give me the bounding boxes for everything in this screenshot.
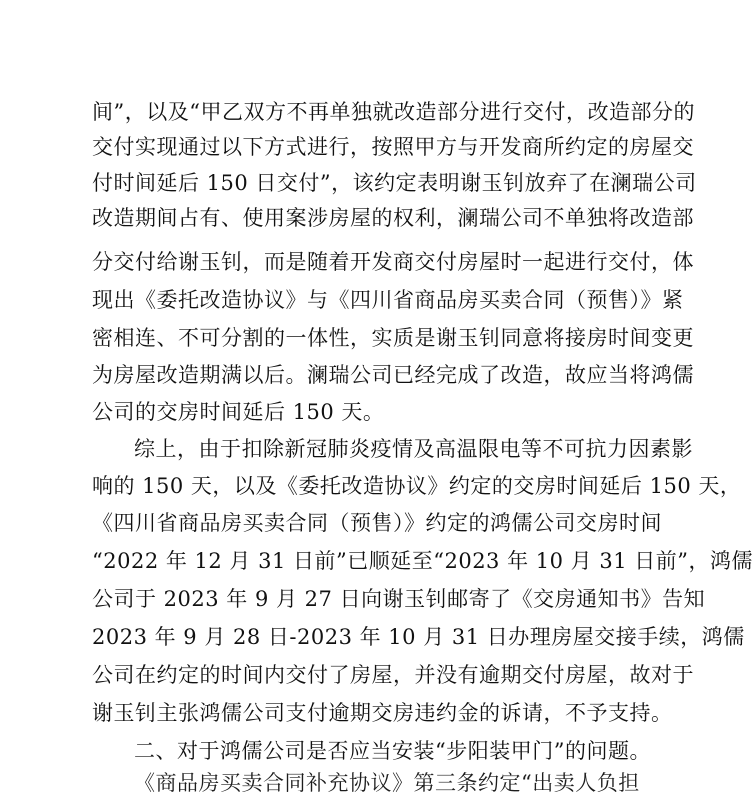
text-line: 响的 150 天，以及《委托改造协议》约定的交房时间延后 150 天， (92, 474, 742, 498)
text-line: 2023 年 9 月 28 日-2023 年 10 月 31 日办理房屋交接手续，鸿儒 (92, 625, 745, 649)
text-line: 谢玉钊主张鸿儒公司支付逾期交房违约金的诉请，不予支持。 (92, 701, 673, 725)
text-line: 公司于 2023 年 9 月 27 日向谢玉钊邮寄了《交房通知书》告知 (92, 587, 706, 611)
text-line: 分交付给谢玉钊，而是随着开发商交付房屋时一起进行交付，体 (92, 250, 694, 274)
text-line: 公司的交房时间延后 150 天。 (92, 400, 385, 424)
text-line: 《四川省商品房买卖合同（预售）》约定的鸿儒公司交房时间 (92, 511, 662, 535)
text-line: 付时间延后 150 日交付”，该约定表明谢玉钊放弃了在澜瑞公司 (92, 171, 697, 195)
cut-off-line: 《商品房买卖合同补充协议》第三条约定“出卖人负担 (134, 771, 640, 795)
text-line: 交付实现通过以下方式进行，按照甲方与开发商所约定的房屋交 (92, 135, 694, 159)
text-line: 密相连、不可分割的一体性，实质是谢玉钊同意将接房时间变更 (92, 326, 694, 350)
paragraph-start-line: 综上，由于扣除新冠肺炎疫情及高温限电等不可抗力因素影 (134, 437, 693, 461)
text-line: 间”，以及“甲乙双方不再单独就改造部分进行交付，改造部分的 (92, 100, 695, 124)
section-heading-line: 二、对于鸿儒公司是否应当安装“步阳装甲门”的问题。 (134, 739, 651, 763)
text-line: 现出《委托改造协议》与《四川省商品房买卖合同（预售）》紧 (92, 288, 684, 312)
text-line: “2022 年 12 月 31 日前”已顺延至“2023 年 10 月 31 日前”，鸿儒 (92, 549, 753, 573)
text-line: 为房屋改造期满以后。澜瑞公司已经完成了改造，故应当将鸿儒 (92, 363, 694, 387)
text-line: 改造期间占有、使用案涉房屋的权利，澜瑞公司不单独将改造部 (92, 206, 694, 230)
text-line: 公司在约定的时间内交付了房屋，并没有逾期交付房屋，故对于 (92, 663, 694, 687)
